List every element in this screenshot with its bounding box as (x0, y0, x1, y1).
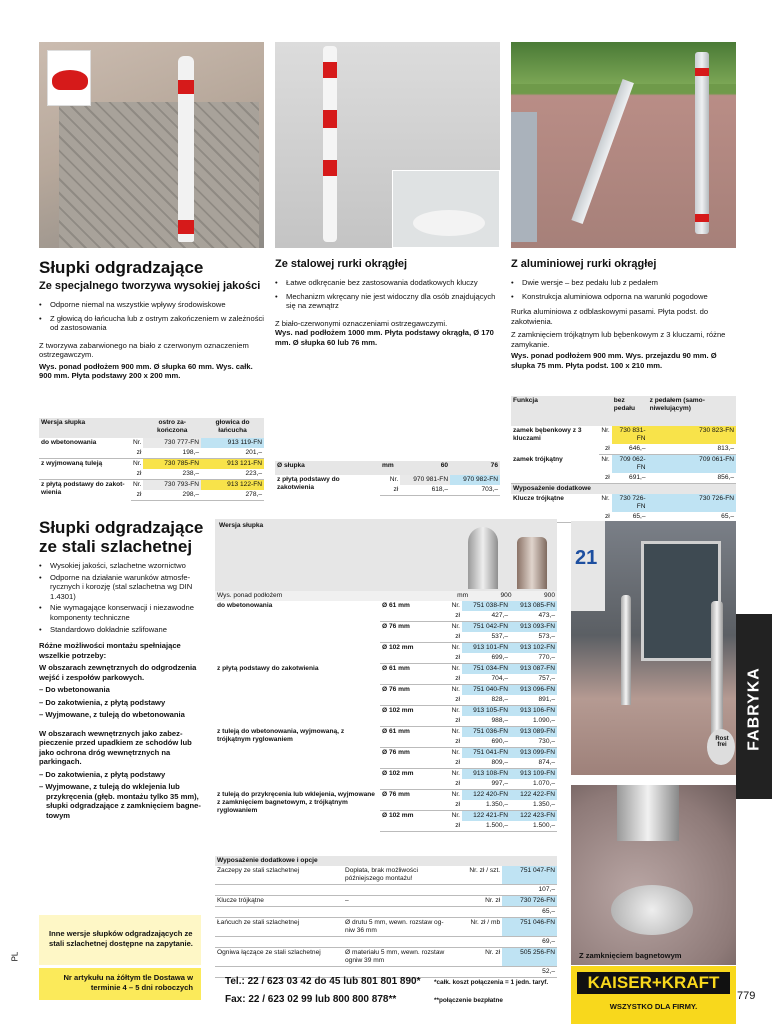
indoor-text: W obszarach wewnętrznych jako zabez-pieczenie przed upadkiem ze schodów lub jako ochrona dróg wewnętrznych na parkingach. (39, 728, 192, 767)
specs: Wys. nad podłożem 1000 mm. Płyta podstawy okrągła, Ø 170 mm. Ø słupka 60 lub 76 mm. (275, 328, 494, 347)
subtitle-aluminium-tube: Z aluminiowej rurki okrągłej (511, 258, 657, 270)
storefront-number: 21 (575, 547, 598, 569)
bullet: • Odporne niemal na wszystkie wpływy środowiskowe (39, 300, 267, 310)
bullet: • Z głowicą do łańcucha lub z ostrym zakończeniem w zależności od zastosowania (39, 314, 267, 333)
bullet: • Mechanizm wkręcany nie jest widoczny dla osób znajdujących się na zewnątrz (275, 292, 500, 311)
description: Rurka aluminiowa z odblaskowymi pasami. Płyta podst. do zakotwienia. (511, 307, 709, 326)
bullet: • Wysokiej jakości, szlachetne wzornictwo (39, 561, 209, 571)
brand-block (571, 966, 736, 1024)
bullet: • Łatwe odkręcanie bez zastosowania dodatkowych kluczy (275, 278, 500, 288)
fax-note: **połączenie bezpłatne (434, 997, 503, 1004)
outdoor-text: W obszarach zewnętrznych do odgrodzenia wejść i zespołów parkowych. (39, 663, 197, 682)
subtitle-plastic: Ze specjalnego tworzywa wysokiej jakości (39, 280, 261, 292)
list-item: – Wyjmowane, z tuleją do wklejenia lub przykręcenia (głęb. montażu tylko 35 mm), słupki odgradzające z zamknięciem bagne-towym (39, 782, 201, 820)
table-accessories: Wyposażenie dodatkowe i opcje Zaczepy ze stali szlachetnej Dopłata, brak możliwości późniejszego montażu! Nr. zł / szt. 751 047-FN 107,– Klucze trójkątne – Nr. zł 730 726-FN 65,– Łańcuch ze stali szlachetnej Ø drutu 5 mm, wewn. rozstaw og-niw 36 mm Nr. zł / mb 751 046-FN 69,– Ogniwa łączące ze stali szlachetnej Ø materiału 5 mm, wewn. rozstaw ogniw 39 mm Nr. zł 505 256-FN 52,– (215, 856, 557, 978)
rounded-bollard-icon (468, 527, 498, 589)
photo-bayonet-lock (571, 785, 736, 965)
bullet: • Dwie wersje – bez pedału lub z pedałem (511, 278, 736, 288)
photo-caption: Z zamknięciem bagnetowym (579, 951, 682, 960)
photo-plastic-bollard (39, 42, 264, 248)
bullet: • Nie wymagające konserwacji i niezawodne komponenty techniczne (39, 603, 209, 622)
specs: Wys. ponad podłożem 900 mm. Ø słupka 60 mm. Wys. całk. 900 mm. Płyta podstawy 200 x 200 mm. (39, 361, 253, 381)
telephone: Tel.: 22 / 623 03 42 do 45 lub 801 801 890* (225, 976, 421, 987)
yellow-note: Nr artykułu na żółtym tle Dostawa w terminie 4 – 5 dni roboczych (39, 968, 201, 1000)
bullet: • Odporne na działanie warunków atmosfe-rycznych i korozję (stal szlachetna wg DIN 1.4301) (39, 573, 209, 602)
telephone-note: *całk. koszt połączenia = 1 jedn. taryf. (434, 979, 549, 986)
bullet: • Standardowo dokładnie szlifowane (39, 625, 209, 635)
specs: Wys. ponad podłożem 900 mm. Wys. przejazdu 90 mm. Ø słupka 75 mm. Płyta podst. 100 x 210 mm. (511, 351, 717, 370)
description: Z tworzywa zabarwionego na biało z czerwonym oznaczeniem ostrzegawczym. (39, 340, 249, 360)
subtitle-steel-tube: Ze stalowej rurki okrągłej (275, 258, 408, 270)
photo-aluminium-bollard (511, 42, 736, 248)
montage-intro: Różne możliwości montażu spełniające wszelkie potrzeby: (39, 641, 181, 660)
list-item: – Wyjmowane, z tuleją do wbetonowania (39, 710, 185, 720)
list-item: – Do wbetonowania (39, 685, 110, 695)
title-plastic-bollards: Słupki odgradzające (39, 258, 204, 277)
table-plastic: Wersja słupka ostro za-kończona głowica do łańcucha do wbetonowania Nr. 730 777-FN 913 119-FN zł 198,– 201,– z wyjmowaną tuleją Nr. 730 785-FN 913 121-FN zł 238,– 223,– z płytą podstawy do zakot-wienia Nr. 730 793-FN 913 122-FN zł 298,– 278,– (39, 418, 264, 501)
kaiser-kraft-logo: KAISER+KRAFT (577, 972, 730, 994)
rost-frei-seal: Rost frei (715, 736, 729, 748)
table-stainless: Wersja słupka Wys. ponad podłożem mm 900 900 do wbetonowania Ø 61 mm Nr. 751 038-FN 913 085-FN zł 427,– 473,– Ø 76 mm Nr. 751 042-FN 913 093-FN zł 537,– 573,– Ø 102 mm Nr. 913 101-FN 913 102-FN zł 699,– 770,– z płytą podstawy do zakotwienia Ø 61 mm Nr. 751 034-FN 913 087-FN zł 704,– 757,– Ø 76 mm Nr. 751 040-FN 913 096-FN zł 828,– 891,– Ø 102 mm Nr. 913 105-FN 913 106-FN zł 988,– 1.090,– z tuleją do wbetonowania, wyjmowaną, z trójkątnym ryglowaniem Ø 61 mm Nr. 751 036-FN 913 089-FN zł 690,– 730,– Ø 76 mm Nr. 751 041-FN 913 099-FN zł 809,– 874,– Ø 102 mm Nr. 913 108-FN 913 109-FN zł 997,– 1.070,– z tuleją do przykręcenia lub wklejenia, wyjmowane z zamknięciem bagnetowym, z trójkątnym ryglowaniem Ø 76 mm Nr. 122 420-FN 122 422-FN zł 1.350,– 1.350,– Ø 102 mm Nr. 122 421-FN 122 423-FN zł 1.500,– 1.500,– (215, 519, 557, 832)
fax: Fax: 22 / 623 02 99 lub 800 800 878** (225, 994, 397, 1005)
description: Z biało-czerwonymi oznaczeniami ostrzegawczymi. (275, 318, 448, 328)
fabryka-label: FABRYKA (745, 667, 763, 751)
description: Z zamknięciem trójkątnym lub bębenkowym z 3 kluczami, różne zamykanie. (511, 330, 726, 349)
page-number: 779 (737, 990, 756, 1002)
language-marker: PL (10, 951, 20, 962)
slogan: WSZYSTKO DLA FIRMY. (609, 1002, 698, 1011)
inquiry-note: Inne wersje słupków odgradzających ze stali szlachetnej dostępne na zapytanie. (39, 915, 201, 965)
bullet: • Konstrukcja aluminiowa odporna na warunki pogodowe (511, 292, 736, 302)
list-item: – Do zakotwienia, z płytą podstawy (39, 697, 166, 707)
photo-steel-bollard (275, 42, 500, 248)
table-steel-tube: Ø słupka mm 60 76 z płytą podstawy do zakotwienia Nr. 970 981-FN 970 982-FN zł 618,– 703,– (275, 461, 500, 496)
table-aluminium: Funkcja bez pedału z pedałem (samo-niwelującym) zamek bębenkowy z 3 kluczami Nr. 730 831-FN 730 823-FN zł 646,– 813,– zamek trójkątny Nr. 709 062-FN 709 061-FN zł 691,– 856,– Wyposażenie dodatkowe Klucze trójkątne Nr. 730 726-FN 730 726-FN zł 65,– 65,– (511, 396, 736, 523)
title-stainless-bollards: Słupki odgradzające ze stali szlachetnej (39, 518, 204, 556)
photo-storefront-bollards (571, 521, 736, 775)
flat-bollard-icon (517, 537, 547, 589)
list-item: – Do zakotwienia, z płytą podstawy (39, 769, 166, 779)
